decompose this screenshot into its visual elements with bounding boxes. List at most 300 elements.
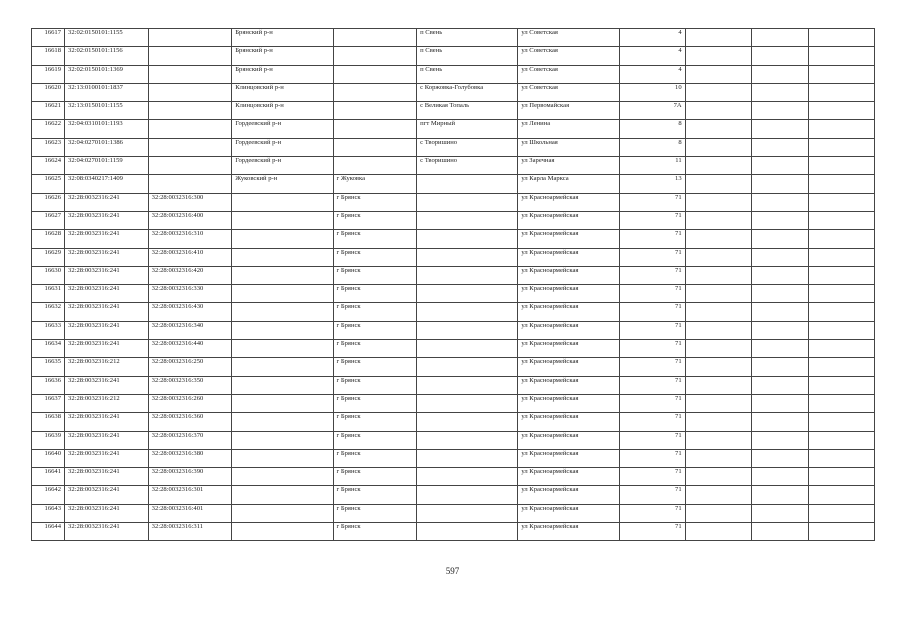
cadastral-unit-cell: 32:28:0032316:260 xyxy=(148,394,232,412)
row-number-cell: 16626 xyxy=(32,193,65,211)
empty-cell xyxy=(808,468,874,486)
house-number-cell: 71 xyxy=(619,431,685,449)
settlement-cell xyxy=(417,266,518,284)
district-cell xyxy=(232,340,333,358)
row-number-cell: 16621 xyxy=(32,102,65,120)
cadastral-number-cell: 32:28:0032316:241 xyxy=(65,303,149,321)
cadastral-number-cell: 32:02:0150101:1156 xyxy=(65,47,149,65)
street-cell: ул Школьная xyxy=(518,138,619,156)
street-cell: ул Красноармейская xyxy=(518,431,619,449)
empty-cell xyxy=(808,523,874,541)
cadastral-unit-cell xyxy=(148,65,232,83)
settlement-cell: с Великая Топаль xyxy=(417,102,518,120)
cadastral-number-cell: 32:28:0032316:241 xyxy=(65,193,149,211)
empty-cell xyxy=(751,193,808,211)
empty-cell xyxy=(808,193,874,211)
cadastral-number-cell: 32:28:0032316:241 xyxy=(65,266,149,284)
empty-cell xyxy=(751,504,808,522)
table-row xyxy=(32,321,875,339)
street-cell: ул Красноармейская xyxy=(518,376,619,394)
empty-cell xyxy=(751,285,808,303)
city-cell: г Брянск xyxy=(333,376,417,394)
house-number-cell: 71 xyxy=(619,394,685,412)
settlement-cell xyxy=(417,230,518,248)
house-number-cell: 71 xyxy=(619,285,685,303)
district-cell xyxy=(232,193,333,211)
street-cell: ул Красноармейская xyxy=(518,266,619,284)
house-number-cell: 71 xyxy=(619,248,685,266)
empty-cell xyxy=(751,303,808,321)
street-cell: ул Красноармейская xyxy=(518,449,619,467)
house-number-cell: 4 xyxy=(619,47,685,65)
street-cell: ул Карла Маркса xyxy=(518,175,619,193)
table-row xyxy=(32,83,875,101)
empty-cell xyxy=(808,230,874,248)
row-number-cell: 16617 xyxy=(32,29,65,47)
cadastral-number-cell: 32:28:0032316:241 xyxy=(65,486,149,504)
street-cell: ул Красноармейская xyxy=(518,486,619,504)
settlement-cell xyxy=(417,193,518,211)
table-row xyxy=(32,431,875,449)
house-number-cell: 11 xyxy=(619,157,685,175)
house-number-cell: 71 xyxy=(619,523,685,541)
table-row xyxy=(32,157,875,175)
empty-cell xyxy=(751,83,808,101)
row-number-cell: 16619 xyxy=(32,65,65,83)
city-cell xyxy=(333,29,417,47)
district-cell xyxy=(232,523,333,541)
empty-cell xyxy=(751,138,808,156)
district-cell: Гордеевский р-н xyxy=(232,157,333,175)
settlement-cell: с Творишино xyxy=(417,138,518,156)
district-cell xyxy=(232,486,333,504)
row-number-cell: 16640 xyxy=(32,449,65,467)
street-cell: ул Советская xyxy=(518,29,619,47)
cadastral-number-cell: 32:04:0270101:1386 xyxy=(65,138,149,156)
cadastral-number-cell: 32:28:0032316:241 xyxy=(65,248,149,266)
empty-cell xyxy=(808,449,874,467)
empty-cell xyxy=(808,413,874,431)
street-cell: ул Красноармейская xyxy=(518,211,619,229)
empty-cell xyxy=(685,394,751,412)
empty-cell xyxy=(751,468,808,486)
empty-cell xyxy=(685,266,751,284)
empty-cell xyxy=(685,211,751,229)
settlement-cell: п Свень xyxy=(417,65,518,83)
empty-cell xyxy=(685,321,751,339)
empty-cell xyxy=(751,65,808,83)
empty-cell xyxy=(685,486,751,504)
city-cell: г Брянск xyxy=(333,230,417,248)
house-number-cell: 71 xyxy=(619,211,685,229)
empty-cell xyxy=(751,157,808,175)
cadastral-unit-cell xyxy=(148,47,232,65)
city-cell: г Брянск xyxy=(333,431,417,449)
row-number-cell: 16636 xyxy=(32,376,65,394)
empty-cell xyxy=(808,266,874,284)
row-number-cell: 16627 xyxy=(32,211,65,229)
cadastral-number-cell: 32:13:0150101:1155 xyxy=(65,102,149,120)
empty-cell xyxy=(685,120,751,138)
street-cell: ул Красноармейская xyxy=(518,413,619,431)
empty-cell xyxy=(751,431,808,449)
row-number-cell: 16623 xyxy=(32,138,65,156)
table-row xyxy=(32,376,875,394)
row-number-cell: 16630 xyxy=(32,266,65,284)
table-row xyxy=(32,468,875,486)
city-cell: г Брянск xyxy=(333,211,417,229)
cadastral-number-cell: 32:28:0032316:241 xyxy=(65,376,149,394)
empty-cell xyxy=(751,29,808,47)
street-cell: ул Красноармейская xyxy=(518,303,619,321)
city-cell xyxy=(333,83,417,101)
empty-cell xyxy=(685,157,751,175)
city-cell: г Брянск xyxy=(333,303,417,321)
row-number-cell: 16644 xyxy=(32,523,65,541)
table-row xyxy=(32,175,875,193)
cadastral-number-cell: 32:28:0032316:241 xyxy=(65,285,149,303)
settlement-cell: п Свень xyxy=(417,29,518,47)
city-cell: г Жуковка xyxy=(333,175,417,193)
house-number-cell: 10 xyxy=(619,83,685,101)
cadastral-number-cell: 32:02:0150101:1155 xyxy=(65,29,149,47)
district-cell xyxy=(232,230,333,248)
row-number-cell: 16622 xyxy=(32,120,65,138)
empty-cell xyxy=(685,431,751,449)
street-cell: ул Советская xyxy=(518,47,619,65)
cadastral-number-cell: 32:28:0032316:241 xyxy=(65,523,149,541)
house-number-cell: 71 xyxy=(619,413,685,431)
district-cell xyxy=(232,413,333,431)
city-cell xyxy=(333,102,417,120)
cadastral-unit-cell: 32:28:0032316:440 xyxy=(148,340,232,358)
table-row xyxy=(32,230,875,248)
cadastral-unit-cell: 32:28:0032316:350 xyxy=(148,376,232,394)
empty-cell xyxy=(808,340,874,358)
city-cell: г Брянск xyxy=(333,248,417,266)
cadastral-unit-cell: 32:28:0032316:360 xyxy=(148,413,232,431)
empty-cell xyxy=(808,157,874,175)
house-number-cell: 71 xyxy=(619,468,685,486)
district-cell xyxy=(232,431,333,449)
cadastral-unit-cell: 32:28:0032316:300 xyxy=(148,193,232,211)
cadastral-number-cell: 32:13:0100101:1837 xyxy=(65,83,149,101)
cadastral-number-cell: 32:28:0032316:241 xyxy=(65,431,149,449)
city-cell: г Брянск xyxy=(333,468,417,486)
row-number-cell: 16637 xyxy=(32,394,65,412)
city-cell: г Брянск xyxy=(333,266,417,284)
street-cell: ул Красноармейская xyxy=(518,230,619,248)
cadastral-unit-cell: 32:28:0032316:250 xyxy=(148,358,232,376)
empty-cell xyxy=(751,376,808,394)
district-cell: Брянский р-н xyxy=(232,47,333,65)
settlement-cell xyxy=(417,523,518,541)
city-cell xyxy=(333,65,417,83)
empty-cell xyxy=(685,303,751,321)
settlement-cell xyxy=(417,303,518,321)
empty-cell xyxy=(685,449,751,467)
cadastral-unit-cell: 32:28:0032316:401 xyxy=(148,504,232,522)
empty-cell xyxy=(685,504,751,522)
cadastral-unit-cell xyxy=(148,157,232,175)
settlement-cell xyxy=(417,358,518,376)
settlement-cell xyxy=(417,413,518,431)
district-cell xyxy=(232,358,333,376)
row-number-cell: 16628 xyxy=(32,230,65,248)
cadastral-number-cell: 32:28:0032316:241 xyxy=(65,340,149,358)
table-row xyxy=(32,138,875,156)
settlement-cell xyxy=(417,211,518,229)
table-row xyxy=(32,340,875,358)
district-cell xyxy=(232,394,333,412)
empty-cell xyxy=(808,83,874,101)
table-row xyxy=(32,266,875,284)
house-number-cell: 71 xyxy=(619,340,685,358)
page-number: 597 xyxy=(445,566,460,576)
cadastral-unit-cell: 32:28:0032316:380 xyxy=(148,449,232,467)
empty-cell xyxy=(751,266,808,284)
cadastral-unit-cell: 32:28:0032316:430 xyxy=(148,303,232,321)
row-number-cell: 16642 xyxy=(32,486,65,504)
empty-cell xyxy=(751,248,808,266)
table-row xyxy=(32,413,875,431)
house-number-cell: 71 xyxy=(619,376,685,394)
cadastral-unit-cell xyxy=(148,29,232,47)
table-row xyxy=(32,211,875,229)
district-cell xyxy=(232,266,333,284)
city-cell: г Брянск xyxy=(333,413,417,431)
table-row xyxy=(32,65,875,83)
district-cell: Клинцовский р-н xyxy=(232,83,333,101)
empty-cell xyxy=(808,431,874,449)
street-cell: ул Красноармейская xyxy=(518,340,619,358)
settlement-cell: пгт Мирный xyxy=(417,120,518,138)
city-cell: г Брянск xyxy=(333,285,417,303)
empty-cell xyxy=(685,413,751,431)
settlement-cell: с Творишино xyxy=(417,157,518,175)
empty-cell xyxy=(751,394,808,412)
empty-cell xyxy=(808,47,874,65)
settlement-cell xyxy=(417,285,518,303)
city-cell xyxy=(333,157,417,175)
settlement-cell: с Коржовка-Голубовка xyxy=(417,83,518,101)
empty-cell xyxy=(808,138,874,156)
house-number-cell: 71 xyxy=(619,266,685,284)
cadastral-unit-cell: 32:28:0032316:310 xyxy=(148,230,232,248)
city-cell: г Брянск xyxy=(333,486,417,504)
house-number-cell: 71 xyxy=(619,321,685,339)
empty-cell xyxy=(685,102,751,120)
settlement-cell xyxy=(417,340,518,358)
table-row xyxy=(32,523,875,541)
city-cell xyxy=(333,47,417,65)
settlement-cell xyxy=(417,175,518,193)
settlement-cell xyxy=(417,394,518,412)
empty-cell xyxy=(751,120,808,138)
house-number-cell: 13 xyxy=(619,175,685,193)
city-cell: г Брянск xyxy=(333,358,417,376)
row-number-cell: 16624 xyxy=(32,157,65,175)
row-number-cell: 16635 xyxy=(32,358,65,376)
settlement-cell xyxy=(417,431,518,449)
cadastral-unit-cell: 32:28:0032316:420 xyxy=(148,266,232,284)
district-cell xyxy=(232,303,333,321)
district-cell: Клинцовский р-н xyxy=(232,102,333,120)
empty-cell xyxy=(685,248,751,266)
district-cell xyxy=(232,376,333,394)
cadastral-unit-cell xyxy=(148,83,232,101)
cadastral-unit-cell xyxy=(148,102,232,120)
district-cell: Брянский р-н xyxy=(232,65,333,83)
address-register-table xyxy=(31,28,875,541)
table-row xyxy=(32,120,875,138)
empty-cell xyxy=(751,486,808,504)
empty-cell xyxy=(751,102,808,120)
district-cell xyxy=(232,321,333,339)
cadastral-unit-cell: 32:28:0032316:330 xyxy=(148,285,232,303)
empty-cell xyxy=(685,468,751,486)
empty-cell xyxy=(808,303,874,321)
empty-cell xyxy=(808,102,874,120)
street-cell: ул Красноармейская xyxy=(518,193,619,211)
cadastral-number-cell: 32:28:0032316:241 xyxy=(65,230,149,248)
street-cell: ул Красноармейская xyxy=(518,321,619,339)
empty-cell xyxy=(808,504,874,522)
settlement-cell xyxy=(417,321,518,339)
house-number-cell: 71 xyxy=(619,449,685,467)
city-cell: г Брянск xyxy=(333,523,417,541)
empty-cell xyxy=(685,340,751,358)
row-number-cell: 16634 xyxy=(32,340,65,358)
cadastral-unit-cell: 32:28:0032316:311 xyxy=(148,523,232,541)
cadastral-number-cell: 32:04:0270101:1159 xyxy=(65,157,149,175)
cadastral-number-cell: 32:28:0032316:241 xyxy=(65,211,149,229)
table-row xyxy=(32,486,875,504)
empty-cell xyxy=(685,138,751,156)
empty-cell xyxy=(808,29,874,47)
house-number-cell: 71 xyxy=(619,193,685,211)
cadastral-number-cell: 32:08:0340217:1409 xyxy=(65,175,149,193)
empty-cell xyxy=(685,358,751,376)
cadastral-unit-cell: 32:28:0032316:410 xyxy=(148,248,232,266)
row-number-cell: 16618 xyxy=(32,47,65,65)
cadastral-number-cell: 32:28:0032316:241 xyxy=(65,504,149,522)
street-cell: ул Красноармейская xyxy=(518,358,619,376)
row-number-cell: 16641 xyxy=(32,468,65,486)
empty-cell xyxy=(808,175,874,193)
settlement-cell xyxy=(417,468,518,486)
street-cell: ул Красноармейская xyxy=(518,285,619,303)
cadastral-unit-cell xyxy=(148,120,232,138)
settlement-cell: п Свень xyxy=(417,47,518,65)
table-row xyxy=(32,102,875,120)
house-number-cell: 8 xyxy=(619,138,685,156)
city-cell: г Брянск xyxy=(333,340,417,358)
city-cell: г Брянск xyxy=(333,394,417,412)
city-cell: г Брянск xyxy=(333,321,417,339)
city-cell xyxy=(333,120,417,138)
empty-cell xyxy=(751,358,808,376)
street-cell: ул Советская xyxy=(518,83,619,101)
cadastral-unit-cell xyxy=(148,175,232,193)
row-number-cell: 16633 xyxy=(32,321,65,339)
street-cell: ул Красноармейская xyxy=(518,523,619,541)
district-cell xyxy=(232,211,333,229)
street-cell: ул Заречная xyxy=(518,157,619,175)
table-row xyxy=(32,303,875,321)
table-row xyxy=(32,47,875,65)
cadastral-unit-cell: 32:28:0032316:301 xyxy=(148,486,232,504)
table-row xyxy=(32,285,875,303)
empty-cell xyxy=(685,523,751,541)
empty-cell xyxy=(751,230,808,248)
street-cell: ул Красноармейская xyxy=(518,468,619,486)
empty-cell xyxy=(751,413,808,431)
table-row xyxy=(32,29,875,47)
street-cell: ул Первомайская xyxy=(518,102,619,120)
house-number-cell: 71 xyxy=(619,358,685,376)
empty-cell xyxy=(808,358,874,376)
empty-cell xyxy=(751,321,808,339)
street-cell: ул Красноармейская xyxy=(518,248,619,266)
house-number-cell: 4 xyxy=(619,65,685,83)
city-cell: г Брянск xyxy=(333,504,417,522)
district-cell: Брянский р-н xyxy=(232,29,333,47)
cadastral-number-cell: 32:02:0150101:1369 xyxy=(65,65,149,83)
empty-cell xyxy=(685,175,751,193)
cadastral-number-cell: 32:28:0032316:212 xyxy=(65,358,149,376)
table-body xyxy=(32,29,875,541)
cadastral-number-cell: 32:04:0310101:1193 xyxy=(65,120,149,138)
row-number-cell: 16643 xyxy=(32,504,65,522)
settlement-cell xyxy=(417,248,518,266)
empty-cell xyxy=(751,449,808,467)
district-cell xyxy=(232,468,333,486)
empty-cell xyxy=(808,65,874,83)
house-number-cell: 71 xyxy=(619,230,685,248)
empty-cell xyxy=(685,285,751,303)
empty-cell xyxy=(808,321,874,339)
row-number-cell: 16625 xyxy=(32,175,65,193)
row-number-cell: 16632 xyxy=(32,303,65,321)
district-cell: Гордеевский р-н xyxy=(232,138,333,156)
settlement-cell xyxy=(417,376,518,394)
table-row xyxy=(32,394,875,412)
table-row xyxy=(32,449,875,467)
house-number-cell: 71 xyxy=(619,486,685,504)
empty-cell xyxy=(751,211,808,229)
settlement-cell xyxy=(417,449,518,467)
row-number-cell: 16631 xyxy=(32,285,65,303)
settlement-cell xyxy=(417,486,518,504)
cadastral-unit-cell: 32:28:0032316:370 xyxy=(148,431,232,449)
empty-cell xyxy=(685,376,751,394)
table-row xyxy=(32,504,875,522)
empty-cell xyxy=(808,376,874,394)
empty-cell xyxy=(685,47,751,65)
city-cell: г Брянск xyxy=(333,449,417,467)
empty-cell xyxy=(751,47,808,65)
empty-cell xyxy=(685,193,751,211)
district-cell: Жуковский р-н xyxy=(232,175,333,193)
cadastral-number-cell: 32:28:0032316:241 xyxy=(65,449,149,467)
empty-cell xyxy=(685,29,751,47)
district-cell xyxy=(232,449,333,467)
empty-cell xyxy=(751,523,808,541)
street-cell: ул Советская xyxy=(518,65,619,83)
house-number-cell: 4 xyxy=(619,29,685,47)
row-number-cell: 16639 xyxy=(32,431,65,449)
